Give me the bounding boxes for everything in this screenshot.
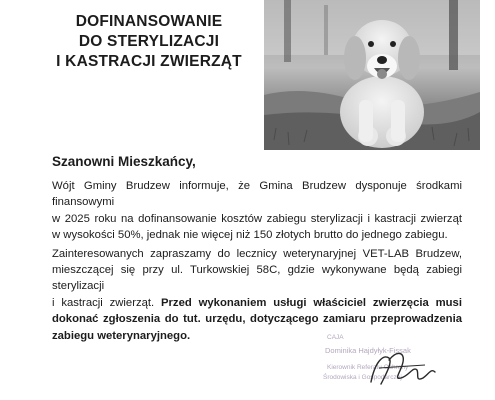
bold-notice-line: zabiegu weterynaryjnego.	[52, 329, 191, 342]
official-stamp-signature	[305, 332, 480, 396]
letter-body	[52, 178, 462, 344]
bold-notice-line: dokonać zgłoszenia do tut. urzędu, dotyczącego zamiaru przeprowadzenia	[52, 313, 462, 326]
bold-notice-start: Przed wykonaniem usługi właściciel zwierzęcia musi	[161, 296, 462, 309]
paragraph-2-line: Zainteresowanych zapraszamy do lecznicy weterynaryjnej VET-LAB Brudzew,	[52, 247, 462, 260]
title-line-2: DO STERYLIZACJI	[78, 33, 220, 50]
paragraph-1	[52, 178, 462, 244]
stamp-line-1: CAJA	[327, 334, 344, 341]
paragraph-2	[52, 246, 462, 344]
stamp-line-4: Środowiska i Gospodarczej	[323, 374, 402, 381]
paragraph-1-line: w wysokości 50%, jednak nie więcej niż 150 złotych brutto do jednego zabiegu.	[52, 229, 448, 242]
greeting: Szanowni Mieszkańcy,	[52, 154, 196, 169]
signature-scribble	[305, 332, 480, 396]
paragraph-1-line: w 2025 roku na dofinansowanie kosztów zabiegu sterylizacji i kastracji zwierząt	[52, 212, 462, 225]
poster-title	[42, 12, 256, 72]
paragraph-2-line-with-bold	[52, 295, 462, 311]
stamp-line-3: Kierownik Referatu Ochrony	[327, 364, 409, 371]
stamp-line-2: Dominika Hajdyłyk-Fissak	[325, 346, 411, 355]
dog-photo	[264, 0, 480, 150]
title-line-1: DOFINANSOWANIE	[75, 13, 223, 30]
paragraph-1-line: Wójt Gminy Brudzew informuje, że Gmina Brudzew dysponuje środkami finansowymi	[52, 180, 462, 209]
paragraph-2-line: mieszczącej się przy ul. Turkowskiej 58C, gdzie wykonywane będą zabiegi sterylizacji	[52, 264, 462, 293]
paragraph-2-line: i kastracji zwierząt.	[52, 296, 155, 309]
title-line-3: I KASTRACJI ZWIERZĄT	[56, 53, 242, 70]
